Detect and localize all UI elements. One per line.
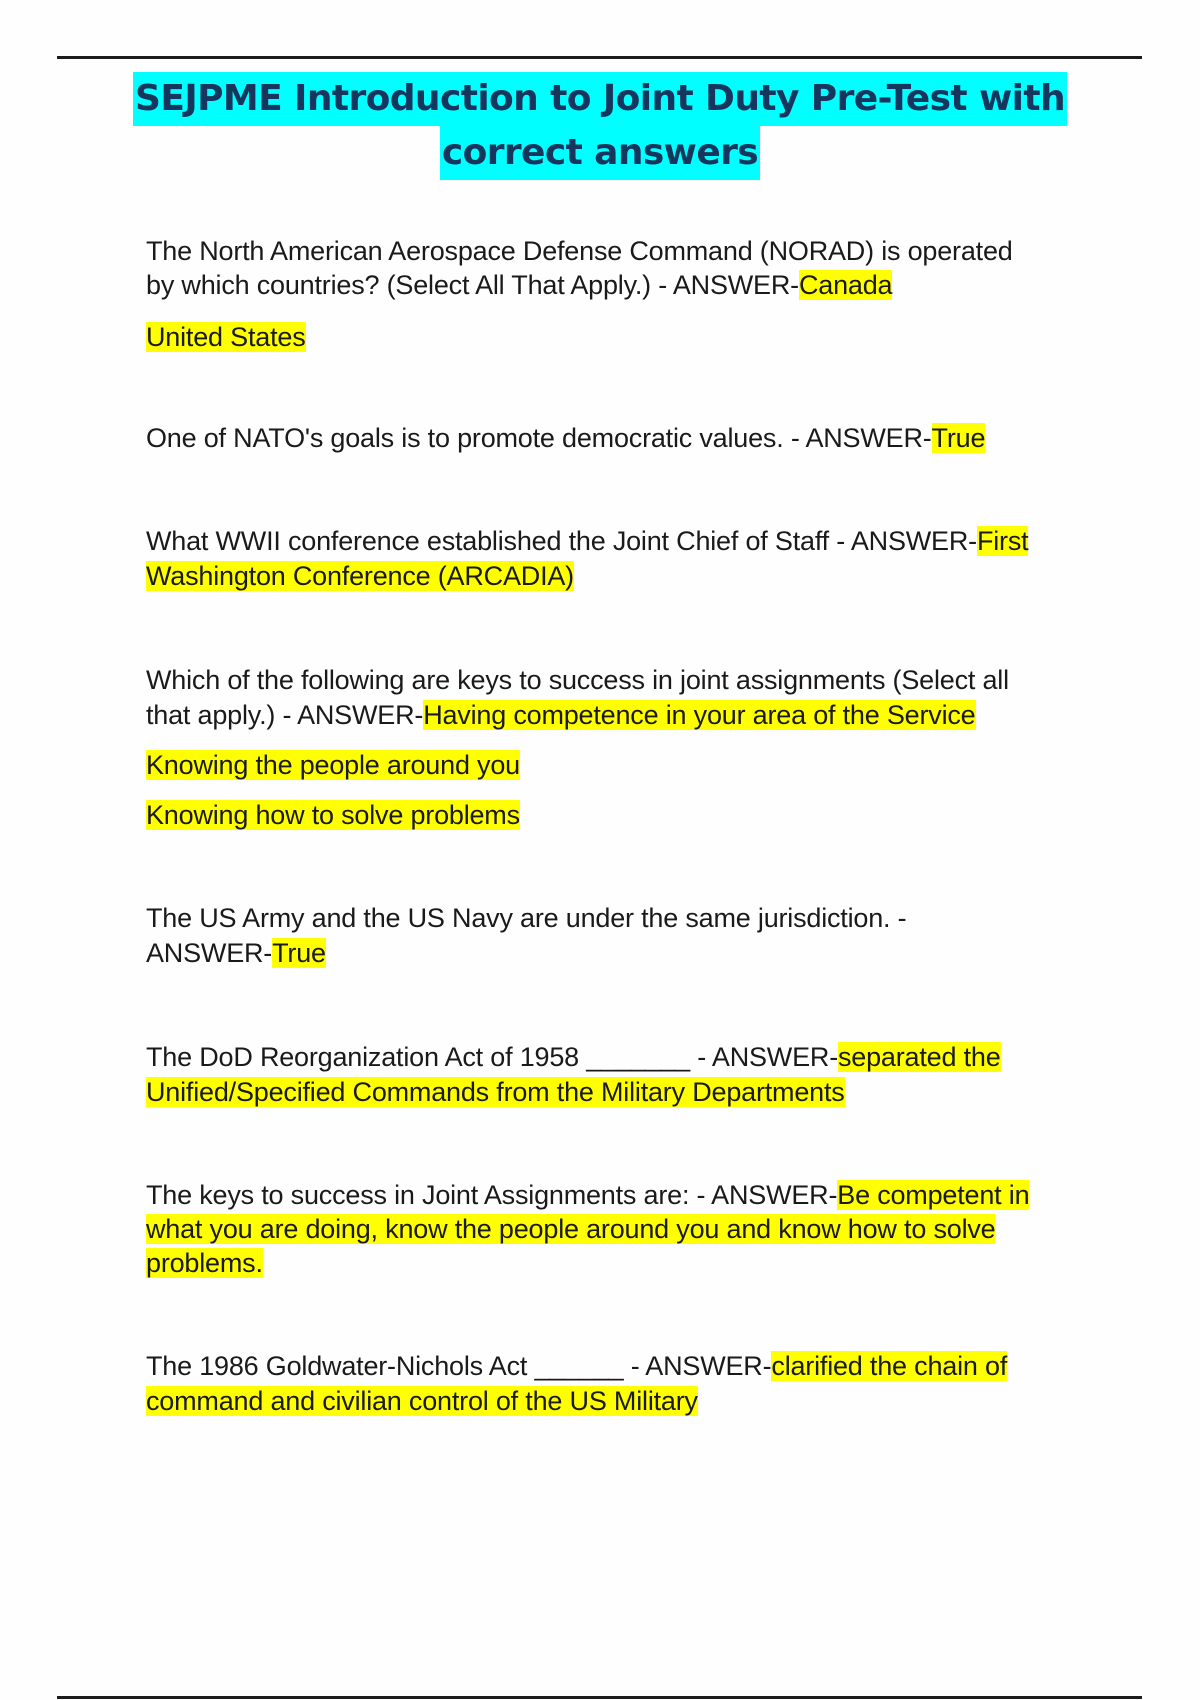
question-text: ANSWER- [146,938,273,968]
question-7-line-2 [146,1212,995,1246]
question-text: The 1986 Goldwater-Nichols Act ______ - ANSWER- [146,1351,772,1381]
answer-highlight: Knowing the people around you [146,750,520,780]
question-4-line-2 [146,698,976,732]
question-1-answer-2 [146,320,306,354]
question-1-line-1: The North American Aerospace Defense Command (NORAD) is operated [146,236,1013,266]
question-text: by which countries? (Select All That Apply.) - ANSWER- [146,270,799,300]
answer-highlight: command and civilian control of the US Military [146,1386,698,1416]
answer-highlight: separated the [837,1042,1001,1072]
question-text: The keys to success in Joint Assignments are: - ANSWER- [146,1180,838,1210]
question-2-line-1 [146,421,985,455]
question-7-line-1 [146,1178,1029,1212]
question-text: that apply.) - ANSWER- [146,700,424,730]
answer-highlight: Having competence in your area of the Service [423,700,976,730]
question-3-line-2 [146,559,574,593]
answer-highlight: True [272,938,326,968]
page-title [0,72,1200,180]
question-4-line-1: Which of the following are keys to success in joint assignments (Select all [146,665,1009,695]
question-3-line-1 [146,524,1028,558]
answer-highlight: clarified the chain of [771,1351,1008,1381]
answer-highlight: Knowing how to solve problems [146,800,520,830]
answer-highlight: Canada [798,270,893,300]
answer-highlight: what you are doing, know the people around you and know how to solve [146,1214,996,1244]
question-text: The DoD Reorganization Act of 1958 _______ - ANSWER- [146,1042,838,1072]
question-5-line-2 [146,936,326,970]
answer-highlight: True [931,423,986,453]
answer-highlight: Be competent in [837,1180,1030,1210]
title-line-1: SEJPME Introduction to Joint Duty Pre-Test with [133,72,1067,126]
answer-highlight: United States [146,322,306,352]
top-divider [57,56,1142,59]
answer-highlight: Unified/Specified Commands from the Military Departments [146,1077,845,1107]
question-text: One of NATO's goals is to promote democratic values. - ANSWER- [146,423,932,453]
question-8-line-2 [146,1384,698,1418]
question-4-answer-3 [146,798,520,832]
question-6-line-2 [146,1075,845,1109]
question-5-line-1: The US Army and the US Navy are under the same jurisdiction. - [146,903,907,933]
title-line-2: correct answers [440,126,760,180]
question-4-answer-2 [146,748,520,782]
bottom-divider [57,1696,1142,1699]
answer-highlight: Washington Conference (ARCADIA) [146,561,574,591]
question-1-line-2 [146,268,892,302]
question-6-line-1 [146,1040,1001,1074]
question-7-line-3 [146,1246,263,1280]
question-text: What WWII conference established the Joint Chief of Staff - ANSWER- [146,526,977,556]
answer-highlight: First [976,526,1029,556]
answer-highlight: problems. [146,1248,263,1278]
question-8-line-1 [146,1349,1007,1383]
